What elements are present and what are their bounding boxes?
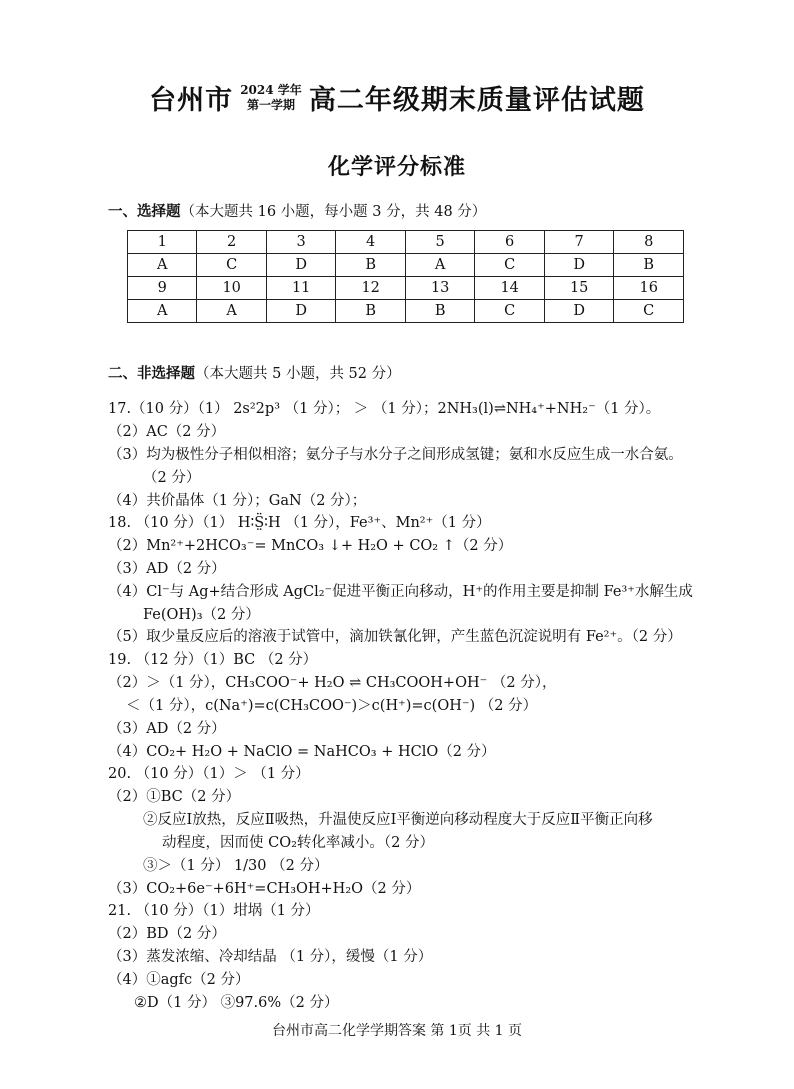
section1-note: （本大题共 16 小题，每小题 3 分，共 48 分） (180, 204, 487, 220)
table-cell: 14 (475, 277, 545, 300)
section2-heading: 二、非选择题 (108, 365, 195, 382)
table-cell: C (614, 300, 684, 323)
answer-line: 18. （10 分）（1） H∶S̤̈∶H （1 分），Fe³⁺、Mn²⁺（1 分） (108, 515, 491, 531)
section1-heading: 一、选择题 (108, 203, 181, 220)
table-cell: 9 (128, 277, 197, 300)
section2-header (108, 362, 401, 383)
answer-line: （4）①agfc（2 分） (108, 972, 250, 988)
answer-table (127, 230, 684, 323)
answer-line: （2）＞（1 分），CH₃COO⁻+ H₂O ⇌ CH₃COOH+OH⁻ （2 分）， (108, 675, 557, 691)
answer-line: （3）AD（2 分） (108, 561, 226, 577)
answer-line: ②D（1 分） ③97.6%（2 分） (134, 995, 339, 1011)
answer-line: 动程度，因而使 CO₂转化率减小。（2 分） (162, 835, 434, 851)
answer-line: （3）CO₂+6e⁻+6H⁺=CH₃OH+H₂O（2 分） (108, 881, 421, 897)
answer-line: （3）AD（2 分） (108, 721, 226, 737)
table-cell: 15 (544, 277, 614, 300)
title-year-stack (240, 83, 302, 113)
answer-line: 20. （10 分）（1）＞ （1 分） (108, 766, 310, 782)
page-footer: 台州市高二化学学期答案 第 1页 共 1 页 (271, 1023, 523, 1039)
table-cell: B (614, 254, 684, 277)
table-cell: C (197, 254, 267, 277)
answer-line: ＜（1 分），c(Na⁺)=c(CH₃COO⁻)＞c(H⁺)=c(OH⁻) （2 分） (126, 698, 538, 714)
answer-line: （4）共价晶体（1 分）；GaN（2 分）； (108, 493, 367, 509)
answer-line: （2）BD（2 分） (108, 926, 226, 942)
table-cell: B (405, 300, 475, 323)
answer-line: 19. （12 分）（1）BC （2 分） (108, 652, 318, 668)
title-semester: 第一学期 (246, 97, 295, 112)
table-cell: 11 (266, 277, 336, 300)
answer-line: （4）Cl⁻与 Ag+结合形成 AgCl₂⁻促进平衡正向移动，H⁺的作用主要是抑制 Fe³⁺水解生成 (108, 584, 693, 600)
table-cell: C (475, 300, 545, 323)
table-cell: A (128, 254, 197, 277)
table-cell: 4 (336, 231, 406, 254)
table-cell: B (336, 254, 406, 277)
answer-line: （5）取少量反应后的溶液于试管中，滴加铁氰化钾，产生蓝色沉淀说明有 Fe²⁺。（2 分） (108, 629, 682, 645)
section1-header (108, 200, 486, 221)
answer-line: 21. （10 分）（1）坩埚（1 分） (108, 903, 320, 919)
answer-line: （3）均为极性分子相似相溶；氨分子与水分子之间形成氢键；氨和水反应生成一水合氨。 (108, 447, 683, 463)
table-cell: A (197, 300, 267, 323)
title-main: 高二年级期末质量评估试题 (308, 85, 645, 116)
page-subtitle: 化学评分标准 (327, 154, 466, 180)
table-cell: B (336, 300, 406, 323)
table-cell: D (544, 300, 614, 323)
table-cell: 3 (266, 231, 336, 254)
table-cell: D (266, 300, 336, 323)
table-cell: 10 (197, 277, 267, 300)
table-cell: 2 (197, 231, 267, 254)
answer-line: （2 分） (143, 470, 201, 486)
answer-line: （4）CO₂+ H₂O + NaClO = NaHCO₃ + HClO（2 分） (108, 744, 496, 760)
answer-line: （2）①BC（2 分） (108, 789, 241, 805)
table-cell: A (405, 254, 475, 277)
table-row (128, 277, 684, 300)
answer-line: 17.（10 分）（1） 2s²2p³ （1 分）； ＞ （1 分）；2NH₃(l)⇌NH₄⁺+NH₂⁻（1 分）。 (108, 401, 661, 417)
answer-line: （2）AC（2 分） (108, 424, 226, 440)
exam-title (0, 78, 794, 117)
section2-note: （本大题共 5 小题，共 52 分） (195, 366, 401, 382)
table-row (128, 300, 684, 323)
table-cell: 7 (544, 231, 614, 254)
table-row (128, 254, 684, 277)
answer-line: ③＞（1 分） 1/30 （2 分） (143, 858, 329, 874)
table-cell: 13 (405, 277, 475, 300)
answer-line: （2）Mn²⁺+2HCO₃⁻= MnCO₃ ↓+ H₂O + CO₂ ↑（2 分） (108, 538, 513, 554)
answer-line: Fe(OH)₃（2 分） (143, 607, 260, 623)
table-cell: 16 (614, 277, 684, 300)
table-cell: 6 (475, 231, 545, 254)
table-cell: C (475, 254, 545, 277)
title-city: 台州市 (149, 85, 234, 116)
table-cell: 5 (405, 231, 475, 254)
table-cell: A (128, 300, 197, 323)
table-cell: 8 (614, 231, 684, 254)
table-cell: D (544, 254, 614, 277)
answer-line: ②反应Ⅰ放热，反应Ⅱ吸热，升温使反应Ⅰ平衡逆向移动程度大于反应Ⅱ平衡正向移 (143, 812, 653, 828)
table-cell: D (266, 254, 336, 277)
table-cell: 12 (336, 277, 406, 300)
answer-line: （3）蒸发浓缩、冷却结晶 （1 分），缓慢（1 分） (108, 949, 433, 965)
title-year: 2024 学年 (240, 82, 302, 97)
table-row (128, 231, 684, 254)
table-cell: 1 (128, 231, 197, 254)
